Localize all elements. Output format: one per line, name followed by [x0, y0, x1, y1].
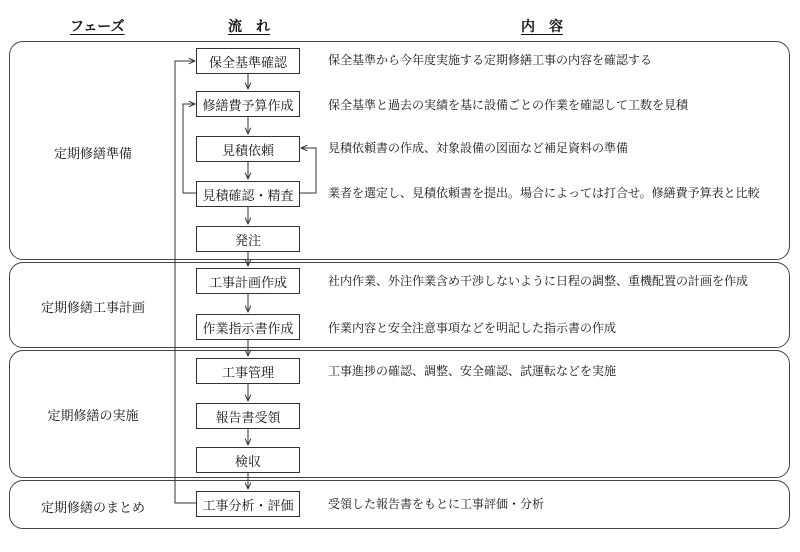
step-label: 見積確認・精査 [202, 188, 294, 204]
desc-budget-creation: 保全基準と過去の実績を基に設備ごとの作業を確認して工数を見積 [328, 98, 689, 112]
step-quote-review [196, 181, 300, 207]
phase-label-summary: 定期修繕のまとめ [40, 501, 145, 516]
desc-quote-request: 見積依頼書の作成、対象設備の図面など補足資料の準備 [328, 141, 629, 155]
step-work-plan [196, 268, 300, 294]
step-label: 修繕費予算作成 [202, 98, 294, 114]
feedback-loop-analysis [175, 61, 196, 503]
desc-work-instructions: 作業内容と安全注意事項などを明記した指示書の作成 [328, 321, 617, 335]
phase-label-execution: 定期修繕の実施 [47, 409, 139, 424]
step-order [196, 226, 300, 252]
step-inspection [196, 447, 300, 473]
desc-work-plan: 社内作業、外注作業含め干渉しないように日程の調整、重機配置の計画を作成 [328, 274, 749, 288]
phase-label-preparation: 定期修繕準備 [53, 147, 132, 162]
step-label: 作業指示書作成 [202, 321, 294, 337]
step-label: 検収 [234, 454, 261, 470]
step-work-instructions [196, 314, 300, 340]
step-report-receipt [196, 403, 300, 429]
step-label: 工事分析・評価 [202, 498, 294, 514]
step-budget-creation [196, 91, 300, 117]
desc-standards-check: 保全基準から今年度実施する定期修繕工事の内容を確認する [328, 53, 653, 67]
feedback-loop-quote [300, 148, 316, 193]
step-label: 発注 [234, 233, 261, 249]
step-quote-request [196, 136, 300, 162]
step-work-management [196, 358, 300, 384]
step-label: 報告書受領 [215, 410, 281, 426]
header-flow: 流 れ [228, 19, 270, 35]
header-content: 内 容 [521, 19, 563, 35]
step-standards-check [196, 48, 300, 74]
desc-quote-review: 業者を選定し、見積依頼書を提出。場合によっては打合せ。修繕費予算表と比較 [328, 186, 760, 200]
header-phase: フェーズ [70, 19, 125, 35]
step-label: 工事管理 [221, 365, 274, 381]
step-label: 工事計画作成 [208, 275, 287, 291]
desc-analysis-evaluation: 受領した報告書をもとに工事評価・分析 [328, 497, 545, 511]
step-label: 保全基準確認 [208, 55, 287, 71]
step-label: 見積依頼 [221, 143, 274, 159]
feedback-loop-budget [183, 104, 196, 193]
phase-label-planning: 定期修繕工事計画 [40, 301, 145, 316]
step-analysis-evaluation [196, 491, 300, 517]
desc-work-management: 工事進捗の確認、調整、安全確認、試運転などを実施 [328, 364, 617, 378]
